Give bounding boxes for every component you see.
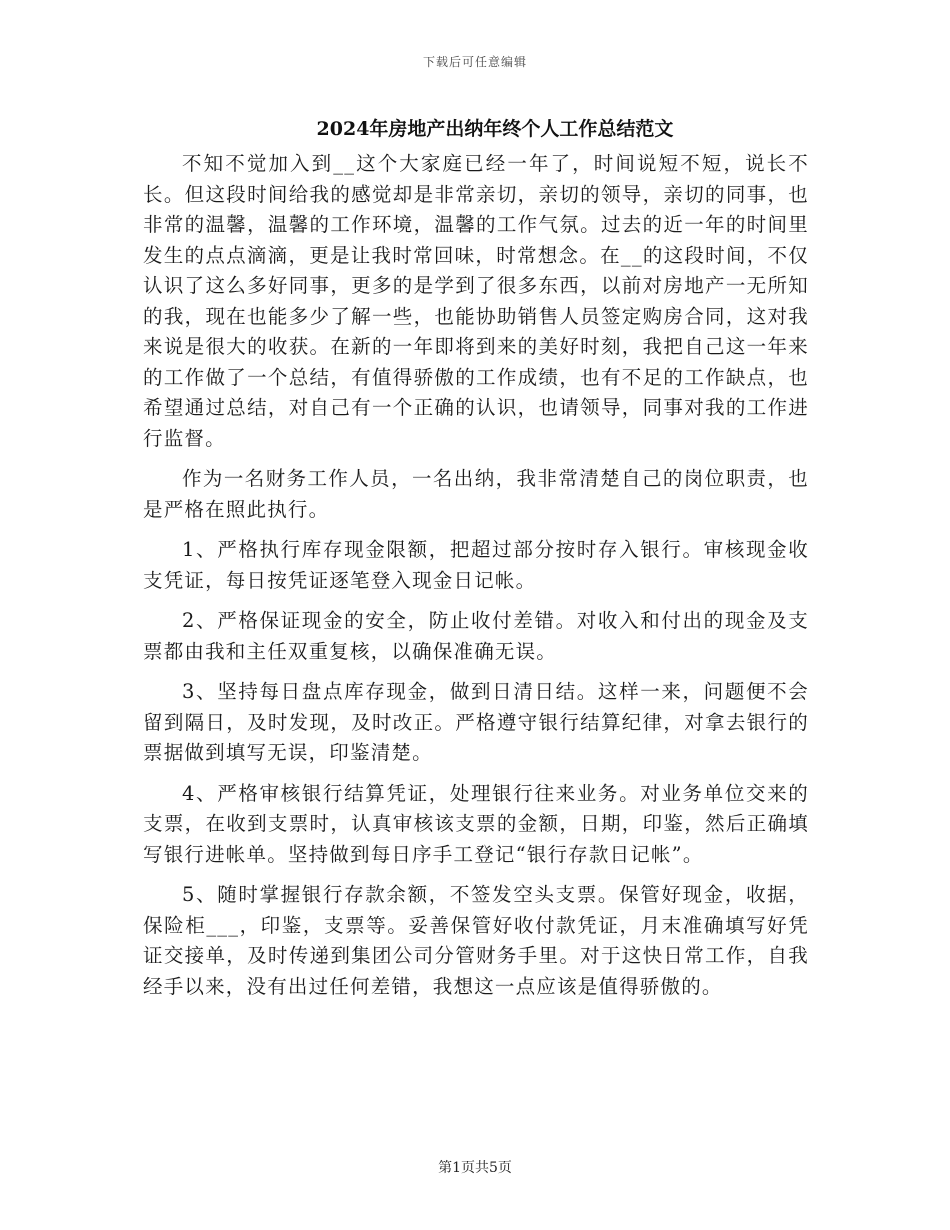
paragraph-intro: 不知不觉加入到__这个大家庭已经一年了，时间说短不短，说长不长。但这段时间给我的感觉却是非常亲切，亲切的领导，亲切的同事，也非常的温馨，温馨的工作环境，温馨的工作气氛。过去的近一年的时间里发生的点点滴滴，更是让我时常回味，时常想念。在__的这段时间，不仅认识了这么多好同事，更多的是学到了很多东西，以前对房地产一无所知的我，现在也能多少了解一些，也能协助销售人员签定购房合同，这对我来说是很大的收获。在新的一年即将到来的美好时刻，我把自己这一年来的工作做了一个总结，有值得骄傲的工作成绩，也有不足的工作缺点，也希望通过总结，对自己有一个正确的认识，也请领导，同事对我的工作进行监督。 [143,152,809,450]
paragraph-duties: 作为一名财务工作人员，一名出纳，我非常清楚自己的岗位职责，也是严格在照此执行。 [143,467,809,521]
paragraph-item-5: 5、随时掌握银行存款余额，不签发空头支票。保管好现金，收据，保险柜___，印鉴，支票等。妥善保管好收付款凭证，月末准确填写好凭证交接单，及时传递到集团公司分管财务手里。对于这快日常工作，自我经手以来，没有出过任何差错，我想这一点应该是值得骄傲的。 [143,883,809,998]
paragraph-item-2: 2、严格保证现金的安全，防止收付差错。对收入和付出的现金及支票都由我和主任双重复核，以确保准确无误。 [143,609,809,663]
page-number: 第1页共5页 [438,1160,512,1176]
paragraph-item-4: 4、严格审核银行结算凭证，处理银行往来业务。对业务单位交来的支票，在收到支票时，认真审核该支票的金额，日期，印鉴，然后正确填写银行进帐单。坚持做到每日序手工登记“银行存款日记帐”。 [143,781,809,866]
paragraph-item-3: 3、坚持每日盘点库存现金，做到日清日结。这样一来，问题便不会留到隔日，及时发现，及时改正。严格遵守银行结算纪律，对拿去银行的票据做到填写无误，印鉴清楚。 [143,680,809,764]
document-title: 2024年房地产出纳年终个人工作总结范文 [316,118,674,140]
paragraph-item-1: 1、严格执行库存现金限额，把超过部分按时存入银行。审核现金收支凭证，每日按凭证逐笔登入现金日记帐。 [143,538,809,592]
document-body [143,149,809,1012]
page-header-note: 下载后可任意编辑 [422,55,527,69]
